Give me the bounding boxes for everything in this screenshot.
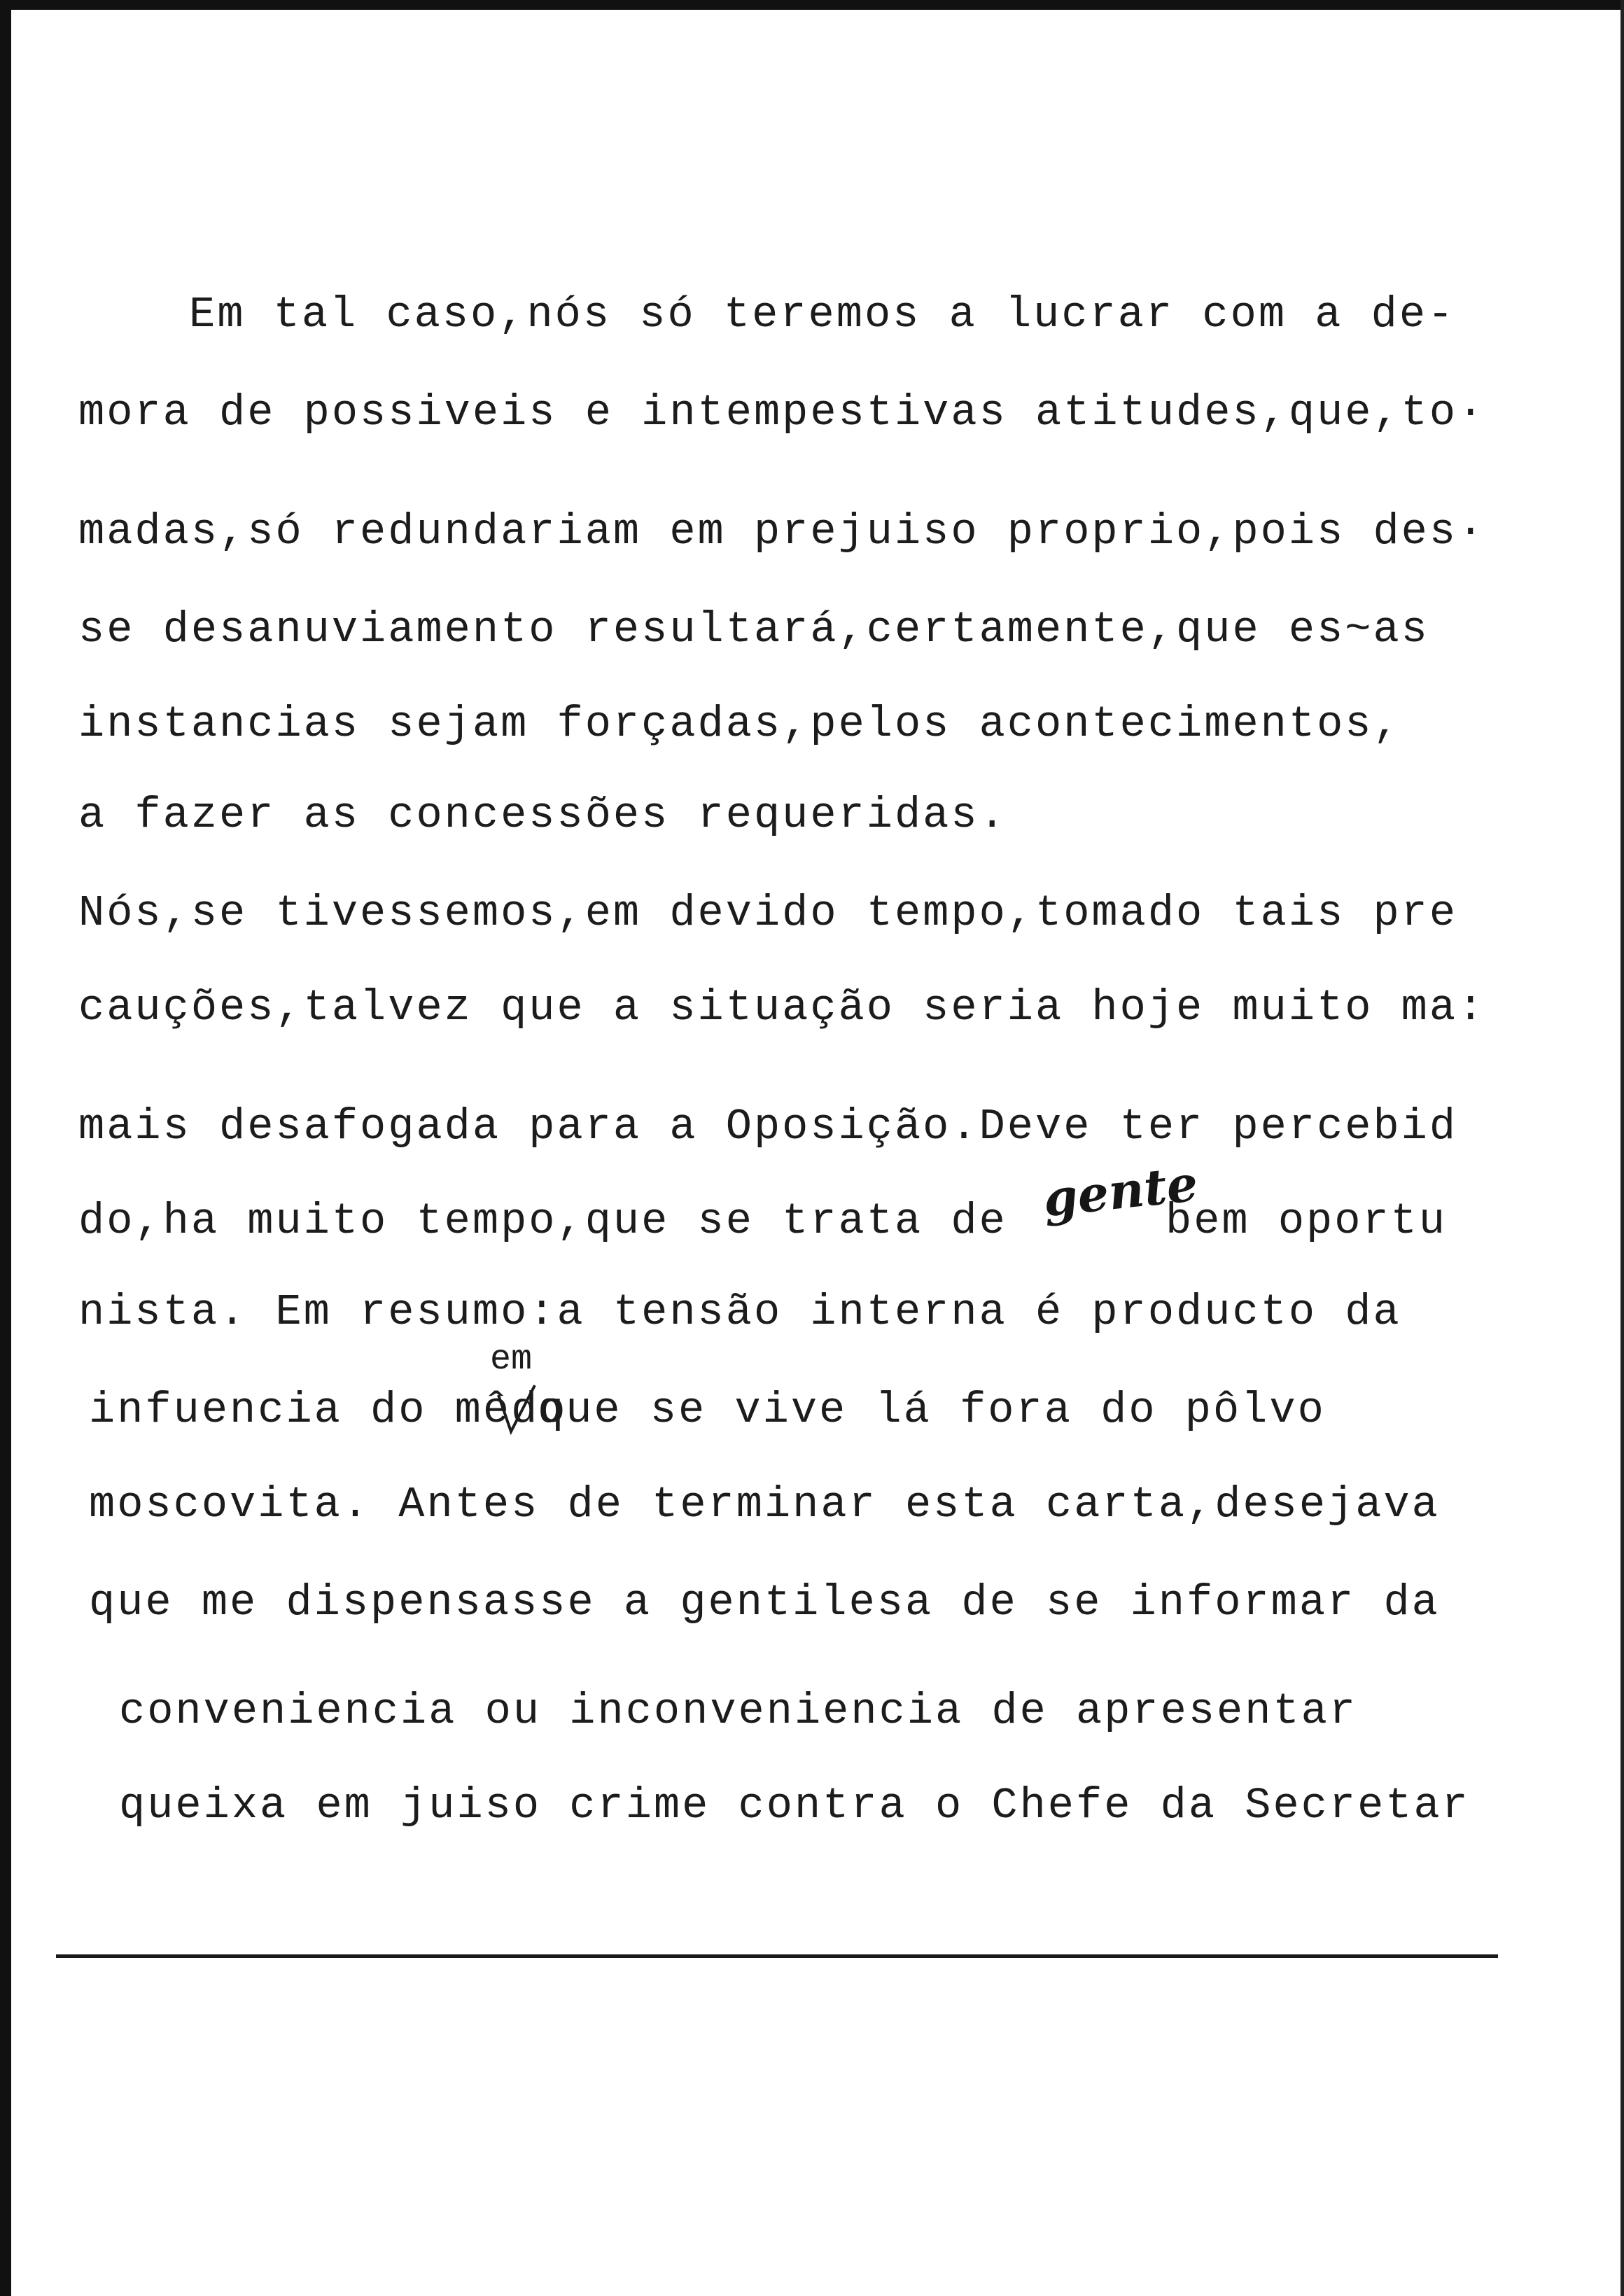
text-line-16: queixa em juiso crime contra o Chefe da Secretar: [119, 1781, 1470, 1830]
text-line-11: nista. Em resumo:a tensão interna é producto da: [78, 1287, 1401, 1337]
text-line-9: mais desafogada para a Oposição.Deve ter percebid: [78, 1102, 1458, 1152]
text-line-8: cauções,talvez que a situação seria hoje muito ma:: [78, 983, 1486, 1032]
text-line-14: que me dispensasse a gentilesa de se informar da: [89, 1578, 1440, 1628]
bottom-rule: [56, 1954, 1498, 1958]
text-line-13: moscovita. Antes de terminar esta carta,desejava: [89, 1480, 1440, 1530]
scan-edge-right: [1620, 0, 1624, 2296]
text-line-4: se desanuviamento resultará,certamente,que es~as: [78, 605, 1429, 654]
text-line-2: mora de possiveis e intempestivas atitudes,que,to·: [78, 388, 1486, 438]
text-line-12a: infuencia do mêdo: [89, 1385, 568, 1435]
text-line-15: conveniencia ou inconveniencia de apresentar: [119, 1686, 1358, 1736]
text-line-5: instancias sejam forçadas,pelos acontecimentos,: [78, 699, 1401, 749]
scan-edge-left: [0, 0, 11, 2296]
scan-edge-top: [0, 0, 1624, 10]
text-line-3: madas,só redundariam em prejuiso proprio,pois des·: [78, 507, 1486, 556]
inserted-word: em: [490, 1340, 533, 1380]
text-line-7: Nós,se tivessemos,em devido tempo,tomado tais pre: [78, 888, 1458, 938]
text-line-12b: que se vive lá fora do pôlvo: [538, 1385, 1326, 1435]
text-line-6: a fazer as concessões requeridas.: [78, 790, 1007, 840]
text-line-10b: bem oportu: [1166, 1196, 1448, 1246]
text-line-10a: do,ha muito tempo,que se trata de: [78, 1196, 1007, 1246]
handwritten-correction: gente: [1040, 1154, 1200, 1228]
text-line-1: Em tal caso,nós só teremos a lucrar com a de-: [189, 290, 1456, 340]
